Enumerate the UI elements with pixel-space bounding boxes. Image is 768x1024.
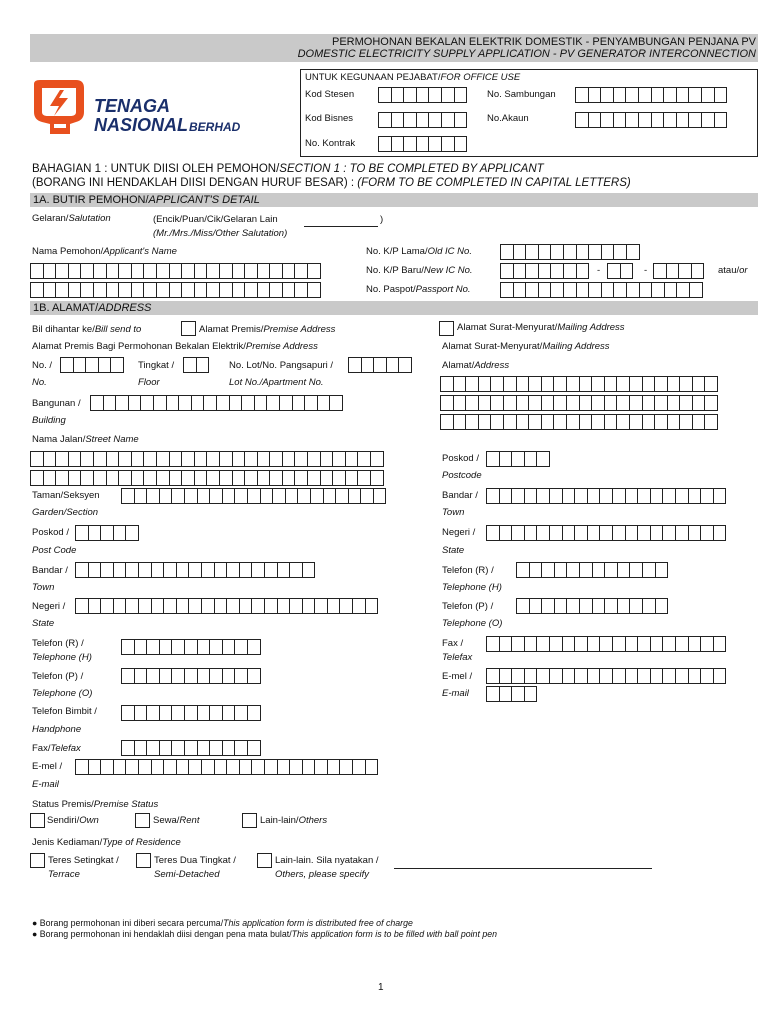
section1-note: (BORANG INI HENDAKLAH DIISI DENGAN HURUF BESAR) : (FORM TO BE COMPLETED IN CAPITAL LETTERS) <box>32 177 631 189</box>
kod-bisnes-label: Kod Bisnes <box>305 113 354 124</box>
mailing-postcode-label-en: Postcode <box>442 470 482 481</box>
residence-terrace-label-en: Terrace <box>48 869 80 880</box>
building-boxes[interactable] <box>90 395 342 411</box>
status-own-label: Sendiri/Own <box>47 815 99 826</box>
passport-label: No. Paspot/Passport No. <box>366 284 471 295</box>
premise-tel-home-label-en: Telephone (H) <box>32 652 92 663</box>
residence-others-specify-input[interactable] <box>394 856 652 869</box>
street-name-boxes-1[interactable] <box>30 451 383 467</box>
logo-word-nasional: NASIONAL <box>94 115 188 135</box>
office-use-title: UNTUK KEGUNAAN PEJABAT/FOR OFFICE USE <box>305 72 521 83</box>
bill-send-to-label: Bil dihantar ke/Bill send to <box>32 324 142 335</box>
premise-state-boxes[interactable] <box>75 598 377 614</box>
status-others-label: Lain-lain/Others <box>260 815 328 826</box>
mailing-tel-home-label-en: Telephone (H) <box>442 582 502 593</box>
premise-postcode-label-en: Post Code <box>32 545 77 556</box>
mailing-address-boxes-3[interactable] <box>440 414 717 430</box>
premise-tel-office-boxes[interactable] <box>121 668 260 684</box>
premise-no-label: No. / <box>32 360 53 371</box>
premise-fax-label: Fax/Telefax <box>32 743 81 754</box>
new-ic-boxes-2[interactable] <box>607 263 632 279</box>
residence-others-checkbox[interactable] <box>257 853 272 868</box>
mailing-tel-home-boxes[interactable] <box>516 562 667 578</box>
mailing-email-boxes-2[interactable] <box>486 686 536 702</box>
premise-lot-boxes[interactable] <box>348 357 411 373</box>
applicant-name-boxes-1[interactable] <box>30 263 320 279</box>
premise-floor-label-en: Floor <box>138 377 160 388</box>
premise-state-label: Negeri / <box>32 601 66 612</box>
premise-lot-label-en: Lot No./Apartment No. <box>229 377 324 388</box>
atau-or-label: atau/or <box>718 265 748 276</box>
mailing-address-boxes-2[interactable] <box>440 395 717 411</box>
handphone-label: Telefon Bimbit / <box>32 706 97 717</box>
mailing-tel-office-label: Telefon (P) / <box>442 601 494 612</box>
mailing-email-label: E-mel / <box>442 671 473 682</box>
section-1a-header: 1A. BUTIR PEMOHON/APPLICANT'S DETAIL <box>30 193 758 207</box>
garden-section-boxes[interactable] <box>121 488 385 504</box>
premise-tel-home-boxes[interactable] <box>121 639 260 655</box>
mailing-address-heading: Alamat Surat-Menyurat/Mailing Address <box>442 341 610 352</box>
new-ic-boxes-1[interactable] <box>500 263 588 279</box>
bill-premise-checkbox[interactable] <box>181 321 196 336</box>
garden-section-label-en: Garden/Section <box>32 507 99 518</box>
mailing-state-label: Negeri / <box>442 527 476 538</box>
residence-others-label-en: Others, please specify <box>275 869 369 880</box>
residence-semi-detached-label: Teres Dua Tingkat / <box>154 855 236 866</box>
building-label-en: Building <box>32 415 66 426</box>
footer-note-free: ● Borang permohonan ini diberi secara percuma/This application form is distributed free of charge <box>32 918 413 928</box>
handphone-label-en: Handphone <box>32 724 82 735</box>
building-label: Bangunan / <box>32 398 81 409</box>
applicant-name-boxes-2[interactable] <box>30 282 320 298</box>
premise-tel-office-label: Telefon (P) / <box>32 671 84 682</box>
logo-word-berhad: BERHAD <box>189 120 241 134</box>
premise-email-label-en: E-mail <box>32 779 59 790</box>
salutation-close-paren: ) <box>380 214 384 225</box>
mailing-tel-office-boxes[interactable] <box>516 598 667 614</box>
premise-floor-label: Tingkat / <box>138 360 175 371</box>
mailing-tel-home-label: Telefon (R) / <box>442 565 494 576</box>
premise-postcode-boxes[interactable] <box>75 525 138 541</box>
mailing-postcode-boxes[interactable] <box>486 451 549 467</box>
premise-no-boxes[interactable] <box>60 357 123 373</box>
section1-title: BAHAGIAN 1 : UNTUK DIISI OLEH PEMOHON/SECTION 1 : TO BE COMPLETED BY APPLICANT <box>32 163 544 175</box>
premise-tel-home-label: Telefon (R) / <box>32 638 84 649</box>
mailing-town-label: Bandar / <box>442 490 478 501</box>
residence-others-label: Lain-lain. Sila nyatakan / <box>275 855 379 866</box>
mailing-email-boxes-1[interactable] <box>486 668 725 684</box>
residence-terrace-label: Teres Setingkat / <box>48 855 119 866</box>
mailing-address-boxes-1[interactable] <box>440 376 717 392</box>
mailing-town-boxes[interactable] <box>486 488 725 504</box>
salutation-label: Gelaran/Salutation <box>32 213 111 224</box>
premise-status-label: Status Premis/Premise Status <box>32 799 159 810</box>
street-name-boxes-2[interactable] <box>30 470 383 486</box>
street-name-label: Nama Jalan/Street Name <box>32 434 139 445</box>
no-kontrak-label: No. Kontrak <box>305 138 356 149</box>
salutation-options: (Encik/Puan/Cik/Gelaran Lain <box>153 214 278 225</box>
footer-note-ballpoint: ● Borang permohonan ini hendaklah diisi dengan pena mata bulat/This application form is to be filled with ball point pen <box>32 929 498 939</box>
old-ic-boxes[interactable] <box>500 244 639 260</box>
new-ic-label: No. K/P Baru/New IC No. <box>366 265 473 276</box>
mailing-fax-label: Fax / <box>442 638 464 649</box>
mailing-state-label-en: State <box>442 545 465 556</box>
header-title-en: DOMESTIC ELECTRICITY SUPPLY APPLICATION - PV GENERATOR INTERCONNECTION <box>297 48 756 60</box>
status-rent-label: Sewa/Rent <box>153 815 200 826</box>
premise-town-label-en: Town <box>32 582 55 593</box>
new-ic-dash-2: - <box>644 265 648 276</box>
new-ic-dash-1: - <box>597 265 601 276</box>
premise-town-boxes[interactable] <box>75 562 314 578</box>
mailing-address-label: Alamat/Address <box>442 360 510 371</box>
mailing-town-label-en: Town <box>442 507 465 518</box>
mailing-fax-label-en: Telefax <box>442 652 473 663</box>
salutation-options-en: (Mr./Mrs./Miss/Other Salutation) <box>153 228 288 239</box>
no-akaun-label: No.Akaun <box>487 113 529 124</box>
no-kontrak-boxes[interactable] <box>378 136 466 152</box>
applicant-name-label: Nama Pemohon/Applicant's Name <box>32 246 177 257</box>
mailing-state-boxes[interactable] <box>486 525 725 541</box>
residence-terrace-checkbox[interactable] <box>30 853 45 868</box>
status-own-checkbox[interactable] <box>30 813 45 828</box>
premise-lot-label: No. Lot/No. Pangsapuri / <box>229 360 334 371</box>
residence-type-label: Jenis Kediaman/Type of Residence <box>32 837 181 848</box>
bill-premise-label: Alamat Premis/Premise Address <box>199 324 336 335</box>
premise-address-heading: Alamat Premis Bagi Permohonan Bekalan Elektrik/Premise Address <box>32 341 318 352</box>
premise-tel-office-label-en: Telephone (O) <box>32 688 93 699</box>
premise-fax-boxes[interactable] <box>121 740 260 756</box>
section-1b-header: 1B. ALAMAT/ADDRESS <box>30 301 758 315</box>
page-number: 1 <box>378 982 384 993</box>
mailing-tel-office-label-en: Telephone (O) <box>442 618 503 629</box>
header-title-ms: PERMOHONAN BEKALAN ELEKTRIK DOMESTIK - PENYAMBUNGAN PENJANA PV <box>332 36 756 48</box>
premise-no-label-en: No. <box>32 377 47 388</box>
old-ic-label: No. K/P Lama/Old IC No. <box>366 246 472 257</box>
kod-stesen-label: Kod Stesen <box>305 89 355 100</box>
mailing-postcode-label: Poskod / <box>442 453 479 464</box>
mailing-fax-boxes[interactable] <box>486 636 725 652</box>
premise-email-boxes[interactable] <box>75 759 377 775</box>
premise-floor-boxes[interactable] <box>183 357 208 373</box>
kod-stesen-boxes[interactable] <box>378 87 466 103</box>
bill-mailing-checkbox[interactable] <box>439 321 454 336</box>
no-sambungan-label: No. Sambungan <box>487 89 556 100</box>
premise-email-label: E-mel / <box>32 761 63 772</box>
mailing-email-label-en: E-mail <box>442 688 469 699</box>
handphone-boxes[interactable] <box>121 705 260 721</box>
no-sambungan-boxes[interactable] <box>575 87 726 103</box>
residence-semi-detached-label-en: Semi-Detached <box>154 869 220 880</box>
tnb-logo-icon <box>30 78 90 138</box>
status-rent-checkbox[interactable] <box>135 813 150 828</box>
passport-boxes[interactable] <box>500 282 702 298</box>
premise-town-label: Bandar / <box>32 565 68 576</box>
premise-postcode-label: Poskod / <box>32 527 69 538</box>
premise-state-label-en: State <box>32 618 55 629</box>
no-akaun-boxes[interactable] <box>575 112 726 128</box>
residence-semi-detached-checkbox[interactable] <box>136 853 151 868</box>
status-others-checkbox[interactable] <box>242 813 257 828</box>
garden-section-label: Taman/Seksyen <box>32 490 100 501</box>
logo-word-tenaga: TENAGA <box>94 96 170 116</box>
salutation-input[interactable] <box>304 214 378 227</box>
kod-bisnes-boxes[interactable] <box>378 112 466 128</box>
bill-mailing-label: Alamat Surat-Menyurat/Mailing Address <box>457 322 625 333</box>
new-ic-boxes-3[interactable] <box>653 263 703 279</box>
